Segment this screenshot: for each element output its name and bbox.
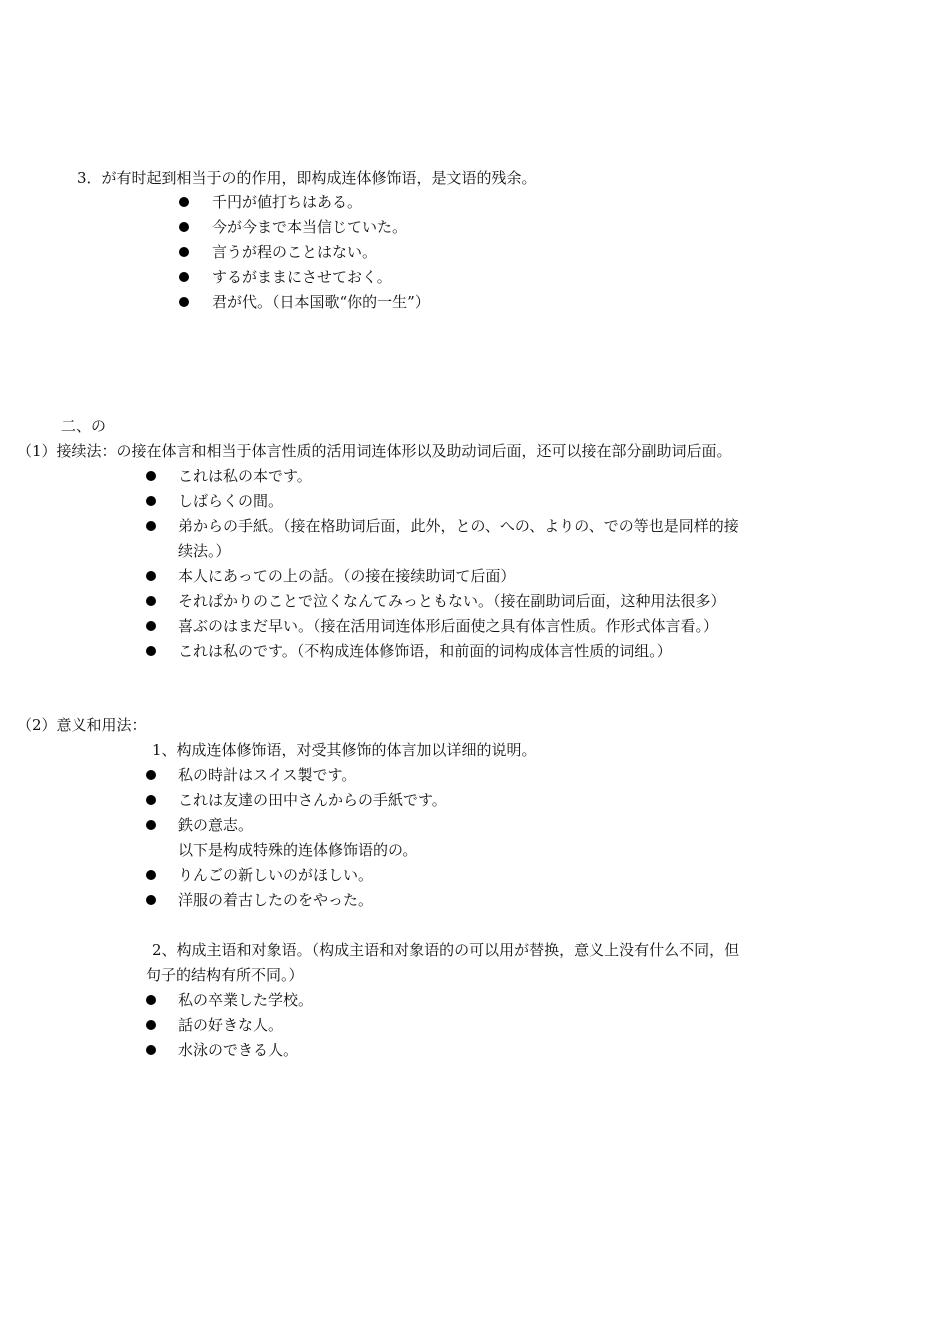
sub2-heading-part: 和 [379,941,395,959]
list-item: 弟からの手紙。（接在格助词后面，此外，との、への、よりの、での等也是同样的接 [178,517,739,535]
section-title: 二、の [61,417,107,435]
list-item: するがままにさせておく。 [212,268,392,286]
sub2-heading [152,940,739,960]
sub2-heading-part: 2、构成主 [152,941,222,959]
list-item: 水泳のできる人。 [178,1041,299,1059]
bullet-icon [146,1045,156,1055]
bullet-icon [146,571,156,581]
list-item: これは友達の田中さんからの手紙です。 [178,791,447,809]
sub2-heading-part: 。（构成主 [296,941,365,959]
sub2-heading-part: 对象语 [251,941,297,959]
list-item: 私の時計はスイス製です。 [178,766,357,784]
sub2-heading-part: 和 [236,941,252,959]
part2-heading: （2）意义和用法： [17,716,147,734]
sub1-note: 以下是构成特殊的连体修饰语的の。 [178,841,418,859]
bullet-icon [146,471,156,481]
bullet-icon [146,1020,156,1030]
bullet-icon [179,272,189,282]
bullet-icon [146,496,156,506]
bullet-icon [179,197,189,207]
bullet-icon [179,247,189,257]
bullet-icon [146,596,156,606]
bullet-icon [146,621,156,631]
section3-heading: 3．が有时起到相当于の的作用，即构成连体修饰语，是文语的残余。 [77,169,537,187]
list-item: 私の卒業した学校。 [178,991,314,1009]
sub2-heading-continuation: 句子的结构有所不同。） [146,966,304,984]
list-item: 千円が値打ちはある。 [212,193,363,211]
bullet-icon [146,646,156,656]
bullet-icon [146,895,156,905]
sub2-heading-part: 对象语 [394,941,440,959]
list-item: これは私のです。（不构成连体修饰语，和前面的词构成体言性质的词组。） [178,642,672,660]
list-item: りんごの新しいのがほしい。 [178,866,374,884]
bullet-icon [146,795,156,805]
list-item: これは私の本です。 [178,467,312,485]
sub2-heading-part: 语 [364,941,380,959]
list-item: 洋服の着古したのをやった。 [178,891,374,909]
list-item: しばらくの間。 [178,492,284,510]
bullet-icon [146,995,156,1005]
sub2-heading-part: 语 [221,941,237,959]
bullet-icon [179,222,189,232]
bullet-icon [146,870,156,880]
list-item: 鉄の意志。 [178,816,254,834]
list-item: 言うが程のことはない。 [212,243,378,261]
sub1-heading: 1、构成连体修饰语，对受其修饰的体言加以详细的说明。 [152,741,537,759]
bullet-icon [146,820,156,830]
list-item: 今が今まで本当信じていた。 [212,218,408,236]
bullet-icon [179,297,189,307]
list-item: 話の好きな人。 [178,1016,284,1034]
list-item: 本人にあっての上の話。（の接在接续助词て后面） [178,567,516,585]
bullet-icon [146,521,156,531]
list-item: それぱかりのことで泣くなんてみっともない。（接在副助词后面，这种用法很多） [178,592,726,610]
part1-heading: （1）接续法：の接在体言和相当于体言性质的活用词连体形以及助动词后面，还可以接在部分副助词后面。 [17,442,732,460]
sub2-heading-part: 的の可以用が替换，意义上没有什么不同，但 [439,941,740,959]
bullet-icon [146,770,156,780]
list-item: 君が代。（日本国歌“你的一生”） [212,293,430,311]
list-item-continuation: 续法。） [178,542,231,560]
list-item: 喜ぶのはまだ早い。（接在活用词连体形后面使之具有体言性质。作形式体言看。） [178,617,719,635]
